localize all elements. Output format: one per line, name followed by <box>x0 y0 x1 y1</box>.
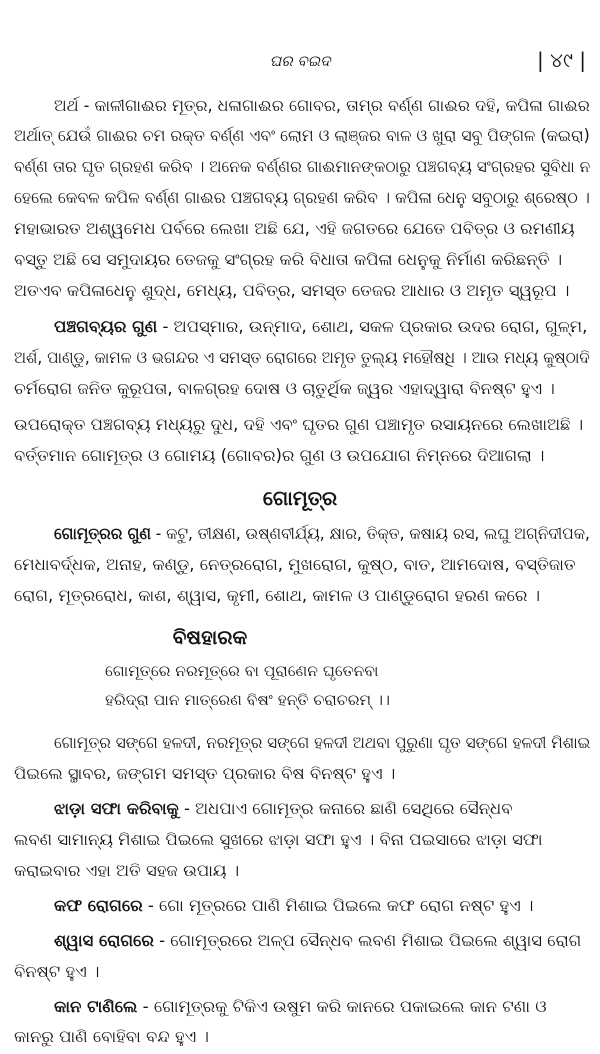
text-line: ଶ୍ୱାସ ରୋଗରେ - ଗୋମୂତ୍ରରେ ଅଳ୍ପ ସୈନ୍ଧବ ଲବଣ ମିଶାଇ ପିଇଲେ ଶ୍ୱାସ ରୋଗ <box>54 931 582 950</box>
verse-line: ହରିଦ୍ରା ପାନ ମାତ୍ରେଣ ବିଷଂ ହନ୍ତି ଚରାଚରମ୍ ।। <box>105 691 390 709</box>
text-line: କାନ ଟାଣିଲେ - ଗୋମୂତ୍ରକୁ ଟିକିଏ ଉଷୁମ କରି କାନରେ ପକାଇଲେ କାନ ଟଣା ଓ <box>54 997 547 1016</box>
running-title: ଘର ବଇଦ <box>269 52 331 70</box>
inline-heading: ପଞ୍ଚଗବ୍ୟର ଗୁଣ <box>54 317 158 336</box>
text-line: କଫ ରୋଗରେ - ଗୋ ମୂତ୍ରରେ ପାଣି ମିଶାଇ ପିଇଲେ କଫ ରୋଗ ନଷ୍ଟ ହୁଏ । <box>54 896 534 915</box>
text-line: ଅର୍ଶ, ପାଣ୍ଡୁ, କାମଳ ଓ ଭଗନ୍ଦର ଏ ସମସ୍ତ ରୋଗରେ ଅମୃତ ତୁଲ୍ୟ ମହୌଷଧି । ଆଉ ମଧ୍ୟ କୁଷ୍ଠାଦି <box>14 348 590 367</box>
text-line: ପଞ୍ଚଗବ୍ୟର ଗୁଣ - ଅପସ୍ମାର, ଉନ୍ମାଦ, ଶୋଥ, ସକଳ ପ୍ରକାର ଉଦର ରୋଗ, ଗୁଳ୍ମ, <box>54 317 588 336</box>
text-line: ବର୍ତ୍ତମାନ ଗୋମୂତ୍ର ଓ ଗୋମୟ (ଗୋବର)ର ଗୁଣ ଓ ଉପଯୋଗ ନିମ୍ନରେ ଦିଆଗଲା । <box>14 446 545 465</box>
text-line: ଚର୍ମରୋଗ ଜନିତ କୁରୂପତା, ବାଳଗ୍ରହ ଦୋଷ ଓ ଚାତୁର୍ଥିକ ଜ୍ୱର ଏହାଦ୍ୱାରା ବିନଷ୍ଟ ହୁଏ । <box>14 379 555 398</box>
inline-heading: କାନ ଟାଣିଲେ <box>54 997 138 1016</box>
page-number: | ୪୯ | <box>537 48 586 72</box>
text-line: ମହାଭାରତ ଅଶ୍ୱମେଧ ପର୍ବରେ ଲେଖା ଅଛି ଯେ, ଏହି ଜଗତରେ ଯେତେ ପବିତ୍ର ଓ ରମଣୀୟ <box>14 219 575 238</box>
text-line: ଲବଣ ସାମାନ୍ୟ ମିଶାଇ ପିଇଲେ ସୁଖରେ ଝାଡ଼ା ସଫା ହୁଏ । ବିନା ପଇସାରେ ଝାଡ଼ା ସଫା <box>14 830 543 849</box>
inline-heading: ଝାଡ଼ା ସଫା କରିବାକୁ <box>54 799 179 818</box>
inline-heading: ଶ୍ୱାସ ରୋଗରେ <box>54 931 154 950</box>
text-line: କରାଇବାର ଏହା ଅତି ସହଜ ଉପାୟ । <box>14 861 240 880</box>
section-heading: ଗୋମୂତ୍ର <box>262 486 338 510</box>
page-header <box>0 48 600 76</box>
text-line: କାନରୁ ପାଣି ବୋହିବା ବନ୍ଦ ହୁଏ । <box>14 1027 209 1046</box>
text-line: ବର୍ଣ୍ଣ ତାର ଘୃତ ଗ୍ରହଣ କରିବ । ଅନେକ ବର୍ଣ୍ଣର ଗାଈମାନଙ୍କଠାରୁ ପଞ୍ଚଗବ୍ୟ ସଂଗ୍ରହର ସୁବିଧା ନ <box>14 157 591 176</box>
text-line: ବସ୍ତୁ ଅଛି ସେ ସମୁଦାୟର ତେଜକୁ ସଂଗ୍ରହ କରି ବିଧାତା କପିଳା ଧେନୁକୁ ନିର୍ମାଣ କରିଛନ୍ତି । <box>14 250 563 269</box>
inline-heading: କଫ ରୋଗରେ <box>54 896 143 915</box>
text-line: ହେଲେ କେବଳ କପିଳ ବର୍ଣ୍ଣ ଗାଈର ପଞ୍ଚଗବ୍ୟ ଗ୍ରହଣ କରିବ । କପିଳା ଧେନୁ ସବୁଠାରୁ ଶ୍ରେଷ୍ଠ । <box>14 188 590 207</box>
inline-heading: ଗୋମୂତ୍ରର ଗୁଣ <box>54 524 151 543</box>
text-line: ଉପରୋକ୍ତ ପଞ୍ଚଗବ୍ୟ ମଧ୍ୟରୁ ଦୁଧ, ଦହି ଏବଂ ଘୃତର ଗୁଣ ପଞ୍ଚାମୃତ ରସାୟନରେ ଲେଖାଅଛି । <box>14 415 584 434</box>
text-line: ଅତଏବ କପିଳାଧେନୁ ଶୁଦ୍ଧ, ମେଧ୍ୟ, ପବିତ୍ର, ସମସ୍ତ ତେଜର ଆଧାର ଓ ଅମୃତ ସ୍ୱରୂପ । <box>14 281 570 300</box>
text-line: ଗୋମୂତ୍ର ସଙ୍ଗେ ହଳଦୀ, ନରମୂତ୍ର ସଙ୍ଗେ ହଳଦୀ ଅଥବା ପୁରୁଣା ଘୃତ ସଙ୍ଗେ ହଳଦୀ ମିଶାଇ <box>54 733 591 752</box>
text-line: ଗୋମୂତ୍ରର ଗୁଣ - କଟୁ, ତୀକ୍ଷଣ, ଉଷ୍ଣବୀର୍ଯ୍ୟ, କ୍ଷାର, ତିକ୍ତ, କଷାୟ ରସ, ଲଘୁ ଅଗ୍ନିଦୀପକ, <box>54 524 590 543</box>
text-line: ବିନଷ୍ଟ ହୁଏ । <box>14 962 100 981</box>
text-line: ଅର୍ଥାତ୍ ଯେଉଁ ଗାଈର ଚମ ରକ୍ତ ବର୍ଣ୍ଣ ଏବଂ ଲୋମ ଓ ଲାଞ୍ଜର ବାଳ ଓ ଖୁରା ସବୁ ପିଙ୍ଗଳ (କଇରା) <box>14 126 590 145</box>
verse-line: ଗୋମୂତ୍ରେ ନରମୂତ୍ରେ ବା ପୂରାଣେନ ଘୃତେନବା <box>105 662 379 680</box>
text-line: ପିଇଲେ ସ୍ଥାବର, ଜଙ୍ଗମ ସମସ୍ତ ପ୍ରକାର ବିଷ ବିନଷ୍ଟ ହୁଏ । <box>14 764 396 783</box>
text-line: ମେଧାବର୍ଦ୍ଧକ, ଅନାହ, କଣ୍ଡୁ, ନେତ୍ରରୋଗ, ମୁଖରୋଗ, କୁଷ୍ଠ, ବାତ, ଆମଦୋଷ, ବସ୍ତିଜାତ <box>14 555 576 574</box>
text-line: ରୋଗ, ମୂତ୍ରରୋଧ, କାଶ, ଶ୍ୱାସ, କୃମୀ, ଶୋଥ, କାମଳ ଓ ପାଣ୍ଡୁରୋଗ ହରଣ କରେ । <box>14 586 541 605</box>
text-line: ଝାଡ଼ା ସଫା କରିବାକୁ - ଅଧପାଏ ଗୋମୂତ୍ର କନାରେ ଛାଣି ସେଥିରେ ସୈନ୍ଧବ <box>54 799 513 818</box>
section-heading: ବିଷହାରକ <box>172 625 248 649</box>
text-line: ଅର୍ଥ - କାଳୀଗାଈର ମୂତ୍ର, ଧଳାଗାଈର ଗୋବର, ତାମ୍ର ବର୍ଣ୍ଣ ଗାଈର ଦହି, କପିଳା ଗାଈର <box>54 96 590 115</box>
